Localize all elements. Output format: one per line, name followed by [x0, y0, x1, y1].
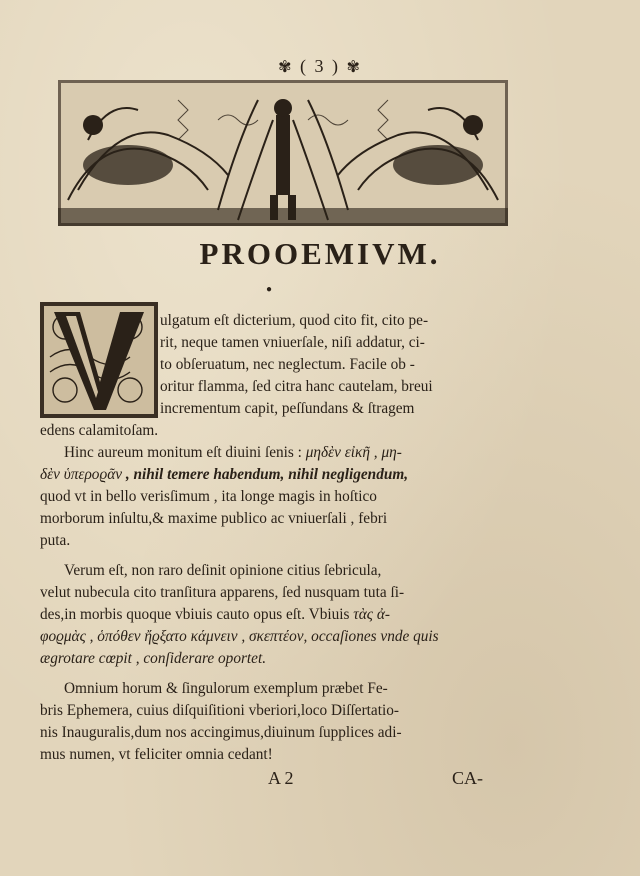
woodcut-headpiece-icon: [58, 80, 508, 226]
p2-line-3: quod vt in bello verisſimum , ita longe magis in hoſtico: [40, 488, 377, 505]
p2-line-5: puta.: [40, 532, 71, 549]
p4-line-4: mus numen, vt feliciter omnia cedant!: [40, 746, 273, 763]
p1-last-line: edens calamitoſam.: [40, 422, 159, 439]
p4-line-2: bris Ephemera, cuius diſquiſitioni vberiori,loco Diſſertatio-: [40, 702, 399, 719]
p3-line-5: ægrotare cœpit , conſiderare oportet.: [40, 650, 267, 667]
p1-line-1: ulgatum eſt dicterium, quod cito fit, cito pe-: [160, 312, 429, 329]
p2-line-1-text: Hinc aureum monitum eſt diuini ſenis :: [64, 444, 302, 461]
p2-line-2-greek: δὲν ὑπεροϱᾶν: [40, 466, 123, 483]
p3-line-3: [40, 604, 390, 626]
left-ornament-icon: ✾: [278, 59, 294, 76]
p4-line-1: Omnium horum & ſingulorum exemplum præbet Fe-: [64, 680, 388, 697]
p3-line-3-greek: τὰς ἀ-: [353, 606, 390, 623]
signature-mark: A 2: [268, 768, 294, 788]
p1-line-2: rit, neque tamen vniuerſale, niſi addatur, ci-: [160, 334, 425, 351]
p3-line-3-text: des,in morbis quoque vbiuis cauto opus eſt. Vbiuis: [40, 606, 350, 623]
p1-line-3: to obſeruatum, nec neglectum. Facile ob -: [160, 356, 415, 373]
catchword: CA-: [452, 768, 483, 788]
p3-line-1: Verum eſt, non raro deſinit opinione citius ſebricula,: [64, 562, 382, 579]
p3-line-4-greek: φοϱμὰς , ὁπόθεν ἤϱξατο κάμνειν , σκεπτέον,: [40, 628, 308, 645]
p3-line-2: velut nubecula cito tranſitura apparens, ſed nusquam tuta ſi-: [40, 584, 405, 601]
dot-mark-icon: ●: [266, 284, 273, 295]
p1-line-4: oritur flamma, ſed citra hanc cautelam, breui: [160, 378, 433, 395]
page-number: ( 3 ): [300, 56, 340, 76]
dropcap-v-icon: [40, 302, 158, 418]
p4-line-3: nis Inauguralis,dum nos accingimus,diuinum ſupplices adi-: [40, 724, 402, 741]
p3-line-4-latin: occaſiones vnde quis: [311, 628, 439, 645]
page-title: PROOEMIVM.: [199, 236, 441, 271]
p2-line-1-greek: μηδὲν εἰκῆ , μη-: [305, 444, 402, 461]
page-header: [0, 56, 640, 77]
p3-line-4: [40, 626, 439, 648]
p2-line-2: [40, 464, 408, 486]
p2-line-1: [64, 442, 402, 464]
right-ornament-icon: ✾: [346, 59, 362, 76]
p2-line-4: morborum inſultu,& maxime publico ac vniuerſali , febri: [40, 510, 388, 527]
p2-line-2-latin: , nihil temere habendum, nihil negligendum,: [125, 466, 409, 483]
p1-line-5: incrementum capit, peſſundans & ſtragem: [160, 400, 415, 417]
